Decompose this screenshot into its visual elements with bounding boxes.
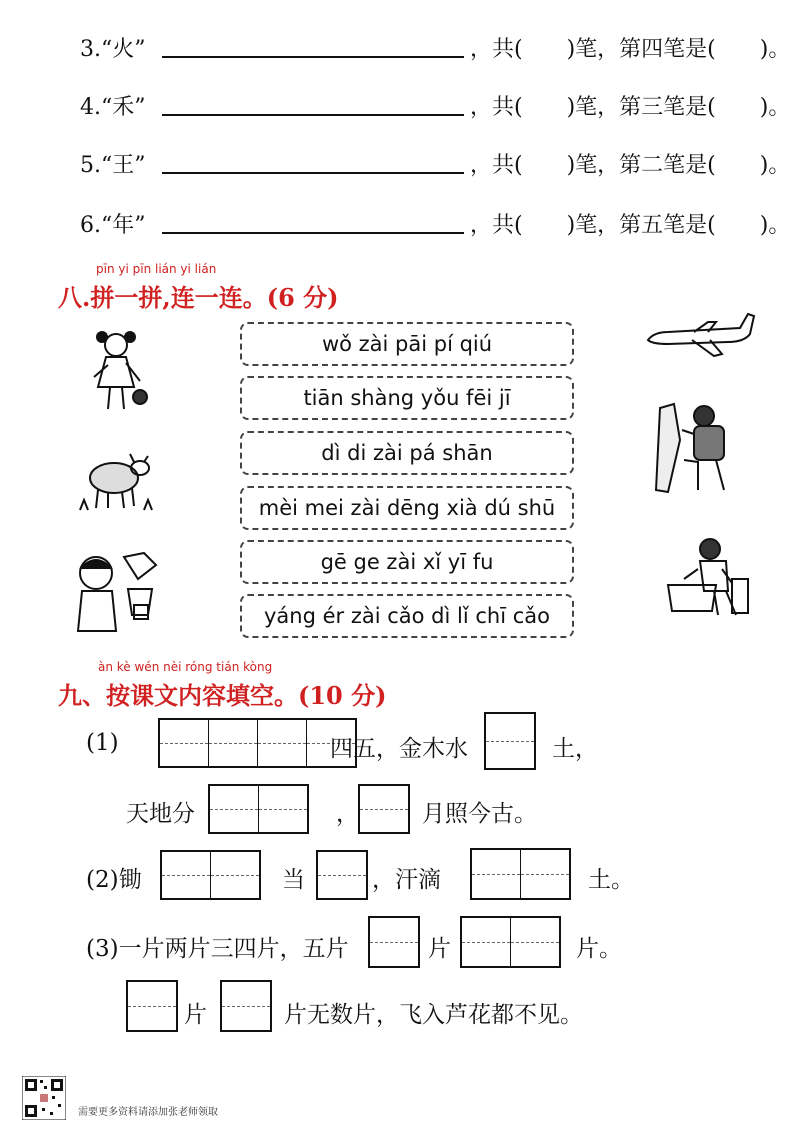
row-text: ，共( )笔，第三笔是( )。 (470, 95, 791, 120)
q3-text5: 片无数片，飞入芦花都不见。 (284, 1002, 583, 1028)
pinyin-box-4[interactable]: mèi mei zài dēng xià dú shū (240, 486, 574, 530)
q2-text1: 当 (282, 867, 305, 893)
answer-blank[interactable] (162, 172, 464, 174)
write-grid-2[interactable] (208, 784, 309, 834)
write-grid-1[interactable] (368, 916, 420, 968)
q3-text2: 片 (428, 936, 451, 962)
pinyin-box-1[interactable]: wǒ zài pāi pí qiú (240, 322, 574, 366)
write-grid-1[interactable] (358, 784, 410, 834)
section8-pinyin: pīn yi pīn lián yi lián (96, 262, 217, 276)
write-grid-1[interactable] (126, 980, 178, 1032)
row-text: ，共( )笔，第五笔是( )。 (470, 213, 791, 238)
q1-text1: 四五，金木水 (330, 736, 468, 762)
write-grid-4[interactable] (158, 718, 357, 768)
q2-label: (2)锄 (86, 867, 142, 893)
q3-text3: 片。 (576, 936, 622, 962)
climber-icon[interactable] (654, 400, 748, 496)
q1-text3: 天地分 (126, 801, 195, 827)
boy-washing-icon[interactable] (660, 535, 752, 621)
q1-text2: 土， (552, 736, 598, 762)
q2-text3: 土。 (588, 867, 634, 893)
q2-text2: ，汗滴 (372, 867, 441, 893)
row-label: 4.“禾” (80, 95, 146, 120)
row-label: 5.“王” (80, 153, 146, 178)
write-grid-1[interactable] (316, 850, 368, 900)
row-text: ，共( )笔，第四笔是( )。 (470, 37, 791, 62)
section9-title: 九、按课文内容填空。(10 分) (58, 681, 387, 710)
girl-ball-icon[interactable] (82, 325, 154, 415)
answer-blank[interactable] (162, 56, 464, 58)
q1-label: (1) (86, 730, 119, 756)
qr-code-icon[interactable] (22, 1076, 66, 1120)
row-text: ，共( )笔，第二笔是( )。 (470, 153, 791, 178)
q1-text4: ， (336, 801, 359, 827)
write-grid-2[interactable] (470, 848, 571, 900)
write-grid-2[interactable] (460, 916, 561, 968)
pinyin-box-3[interactable]: dì di zài pá shān (240, 431, 574, 475)
q3-text1: (3)一片两片三四片，五片 (86, 936, 349, 962)
footer-note: 需要更多资料请添加张老师领取 (78, 1107, 218, 1118)
q3-text4: 片 (184, 1002, 207, 1028)
sheep-icon[interactable] (78, 448, 158, 516)
answer-blank[interactable] (162, 232, 464, 234)
pinyin-box-5[interactable]: gē ge zài xǐ yī fu (240, 540, 574, 584)
pinyin-box-2[interactable]: tiān shàng yǒu fēi jī (240, 376, 574, 420)
write-grid-1[interactable] (220, 980, 272, 1032)
row-label: 3.“火” (80, 37, 146, 62)
write-grid-2[interactable] (160, 850, 261, 900)
row-label: 6.“年” (80, 213, 146, 238)
q1-text5: 月照今古。 (422, 801, 537, 827)
airplane-icon[interactable] (644, 310, 756, 362)
answer-blank[interactable] (162, 114, 464, 116)
section8-title: 八.拼一拼,连一连。(6 分) (58, 283, 339, 312)
girl-reading-icon[interactable] (68, 545, 164, 635)
pinyin-box-6[interactable]: yáng ér zài cǎo dì lǐ chī cǎo (240, 594, 574, 638)
section9-pinyin: àn kè wén nèi róng tián kòng (98, 660, 273, 674)
write-grid-1[interactable] (484, 712, 536, 770)
